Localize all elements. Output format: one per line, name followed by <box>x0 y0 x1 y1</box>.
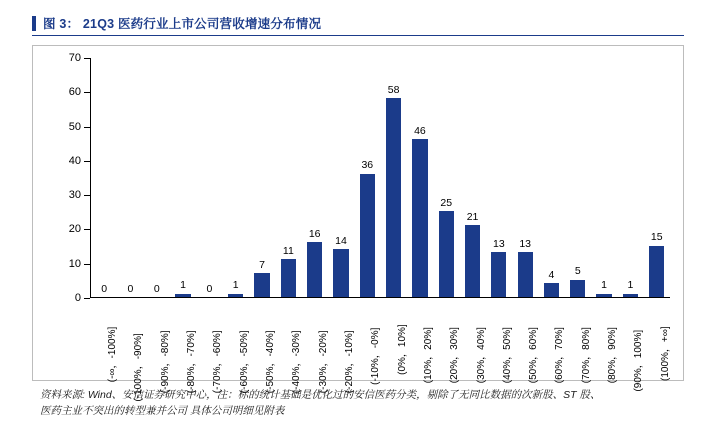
bar-item[interactable] <box>328 58 354 297</box>
page-title: 图 3： 21Q3 医药行业上市公司营收增速分布情况 <box>43 17 322 31</box>
x-axis-label-cell <box>407 299 434 384</box>
x-axis-label: (50%，60%] <box>528 327 540 384</box>
bar-series <box>91 58 670 297</box>
bar-item[interactable] <box>512 58 538 297</box>
x-axis-label: (20%，30%] <box>449 327 461 384</box>
bar-value-label: 16 <box>308 227 321 240</box>
plot-area <box>68 52 670 304</box>
bar-item[interactable] <box>644 58 670 297</box>
x-axis-label-cell <box>565 299 592 384</box>
y-axis-tick-label: 0 <box>74 292 81 304</box>
bar-item[interactable] <box>249 58 275 297</box>
bar-value-label: 15 <box>650 231 663 244</box>
x-axis-label-cell <box>512 299 540 384</box>
x-axis-label: (-10%，-0%] <box>370 327 382 385</box>
bar-value-label: 36 <box>361 159 374 172</box>
x-axis-label-cell <box>486 299 513 384</box>
y-axis-tick <box>84 127 90 128</box>
title-accent-bar <box>32 16 36 31</box>
x-axis-label-cell <box>644 299 671 381</box>
y-axis-tick <box>84 298 90 299</box>
x-axis-label: (-40%，-30%] <box>291 330 303 394</box>
bar-value-label: 0 <box>153 282 160 295</box>
bar-value-label: 25 <box>440 196 453 209</box>
bar-item[interactable] <box>91 58 117 297</box>
x-axis-label: (60%，70%] <box>554 327 566 384</box>
x-axis-label: (-90%，-80%] <box>159 330 171 394</box>
title-divider <box>32 35 684 36</box>
bar-item[interactable] <box>117 58 143 297</box>
x-axis-label: (0%，10%] <box>396 324 408 375</box>
bar-item[interactable] <box>144 58 170 297</box>
x-axis-label: (80%，90%] <box>607 327 619 384</box>
bar-item[interactable] <box>617 58 643 297</box>
bar-value-label: 46 <box>414 124 426 137</box>
x-axis-label-cell <box>223 299 250 394</box>
x-axis-label-cell <box>170 299 198 394</box>
bar-item[interactable] <box>380 58 406 297</box>
y-axis-tick <box>84 58 90 59</box>
x-axis-label: (-80%，-70%] <box>186 330 198 394</box>
y-axis-tick <box>84 161 90 162</box>
x-axis-label-cell <box>117 299 145 402</box>
bar-item[interactable] <box>196 58 222 297</box>
x-axis-label-cell <box>144 299 171 394</box>
x-axis-label-cell <box>275 299 303 394</box>
bar-value-label: 11 <box>282 244 294 257</box>
y-axis-tick-label: 50 <box>68 120 81 133</box>
y-axis-tick <box>84 264 90 265</box>
y-axis-tick-label: 30 <box>68 189 81 202</box>
x-axis-label: (-100%，-90%] <box>133 333 145 402</box>
bar-item[interactable] <box>591 58 617 297</box>
bar-item[interactable] <box>275 58 301 297</box>
x-axis-label-cell <box>459 299 487 384</box>
bar-item[interactable] <box>302 58 328 297</box>
bar-item[interactable] <box>459 58 485 297</box>
bar-value-label: 58 <box>387 83 400 96</box>
x-axis-label-cell <box>433 299 461 384</box>
y-axis-tick-label: 20 <box>68 223 81 236</box>
x-axis-label-cell <box>91 299 119 383</box>
bar-item[interactable] <box>565 58 591 297</box>
bar-value-label: 0 <box>101 282 108 295</box>
bar-item[interactable] <box>486 58 512 297</box>
x-axis-label-cell <box>538 299 566 384</box>
x-axis-label-cell <box>354 299 382 385</box>
x-axis-label-cell <box>380 299 406 373</box>
x-axis-label: (10%，20%] <box>422 327 434 384</box>
x-axis-label: (100%，+∞] <box>659 326 671 381</box>
bar-value-label: 1 <box>180 279 187 292</box>
x-axis-label-cell <box>249 299 277 394</box>
x-axis-label: (-30%，-20%] <box>317 330 329 394</box>
y-axis-tick-label: 10 <box>68 257 81 270</box>
bar-value-label: 1 <box>627 279 634 292</box>
x-axis-label: (-70%，-60%] <box>212 330 224 394</box>
bar-value-label: 13 <box>493 237 505 250</box>
x-axis-label: (-20%，-10%] <box>343 330 355 394</box>
bar-value-label: 13 <box>519 237 531 250</box>
bar-value-label: 14 <box>335 234 347 247</box>
bar-item[interactable] <box>170 58 196 297</box>
bar-value-label: 0 <box>127 282 134 295</box>
x-axis-label: (90%，100%] <box>633 329 645 392</box>
figure-source-note <box>40 388 680 420</box>
bar-value-label: 21 <box>466 210 479 223</box>
y-axis-tick <box>84 195 90 196</box>
x-axis-label-cell <box>196 299 224 394</box>
bar-value-label: 0 <box>206 282 213 295</box>
bar-item[interactable] <box>538 58 564 297</box>
x-axis-label: (70%，80%] <box>580 327 592 384</box>
source-note-line2: 医药主业不突出的转型兼并公司 具体公司明细见附表 <box>40 404 285 417</box>
x-axis-label-cell <box>591 299 619 384</box>
bar-value-label: 1 <box>601 279 608 292</box>
x-axis-label: (40%，50%] <box>501 327 513 384</box>
figure-title-row <box>32 14 684 32</box>
x-axis-label: (-60%，-50%] <box>238 330 250 394</box>
x-axis-label: (30%，40%] <box>475 327 487 384</box>
bar-value-label: 1 <box>232 279 239 292</box>
x-axis-label: (-∞，-100%] <box>107 326 119 383</box>
x-axis-label-cell <box>617 299 645 392</box>
bar-item[interactable] <box>354 58 380 297</box>
bar-value-label: 7 <box>259 258 265 271</box>
x-axis-label-cell <box>302 299 329 394</box>
y-axis-tick <box>84 92 90 93</box>
source-note-line1: 资料来源: Wind、安信证券研究中心，注：标的统计基础是优化过的安信医药分类，剔除了无同比数据的次新股、ST 股、 <box>40 389 601 401</box>
y-axis-tick-label: 40 <box>68 154 81 167</box>
bar-item[interactable] <box>223 58 249 297</box>
y-axis-tick-label: 60 <box>68 86 81 99</box>
y-axis-tick <box>84 229 90 230</box>
bar-item[interactable] <box>407 58 433 297</box>
bar-item[interactable] <box>433 58 459 297</box>
x-axis-label-cell <box>328 299 355 394</box>
bar-value-label: 5 <box>574 265 581 278</box>
x-axis-label: (-50%，-40%] <box>265 330 277 394</box>
bar-rect <box>386 98 401 297</box>
y-axis-tick-label: 70 <box>68 52 81 64</box>
bar-value-label: 4 <box>548 268 555 281</box>
